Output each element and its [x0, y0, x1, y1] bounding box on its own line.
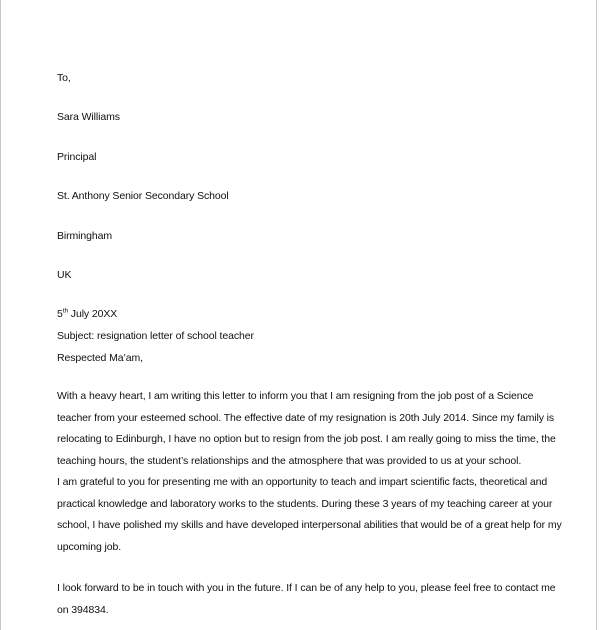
paragraph-2-line: school, I have polished my skills and have developed interpersonal abilities that would be of a great help for my: [57, 519, 562, 531]
paragraph-3-line: on 394834.: [57, 603, 109, 616]
paragraph-2: [57, 472, 562, 558]
letter-date: [57, 307, 117, 321]
paragraph-2-line: upcoming job.: [57, 540, 122, 553]
date-day: 5: [57, 308, 63, 320]
school-name: St. Anthony Senior Secondary School: [57, 190, 229, 202]
greeting: Respected Ma’am,: [57, 352, 143, 364]
date-suffix: th: [62, 307, 68, 315]
recipient-title: Principal: [57, 151, 97, 163]
paragraph-2-line: practical knowledge and laboratory works to the students. During these 3 years of my teaching career at your: [57, 497, 553, 510]
paragraph-1-line: With a heavy heart, I am writing this letter to inform you that I am resigning from the job post of a Science: [57, 390, 534, 402]
paragraph-1-line: teacher from your esteemed school. The effective date of my resignation is 20th July 2014. Since my family is: [57, 411, 555, 424]
paragraph-1: [57, 386, 556, 472]
paragraph-3: [57, 578, 556, 621]
salutation-to: To,: [57, 72, 71, 84]
subject-line: Subject: resignation letter of school teacher: [57, 330, 254, 342]
recipient-name: Sara Williams: [57, 111, 120, 123]
paragraph-3-line: I look forward to be in touch with you in the future. If I can be of any help to you, please feel free to contact me: [57, 582, 556, 594]
date-rest: July 20XX: [67, 308, 118, 320]
paragraph-1-line: relocating to Edinburgh, I have no option but to resign from the job post. I am really going to miss the time, the: [57, 433, 556, 445]
city: Birmingham: [57, 230, 113, 242]
paragraph-2-line: I am grateful to you for presenting me with an opportunity to teach and impart scientific facts, theoretical and: [57, 476, 548, 488]
paragraph-1-line: teaching hours, the student’s relationships and the atmosphere that was provided to us at your school.: [57, 454, 522, 467]
country: UK: [57, 269, 72, 281]
